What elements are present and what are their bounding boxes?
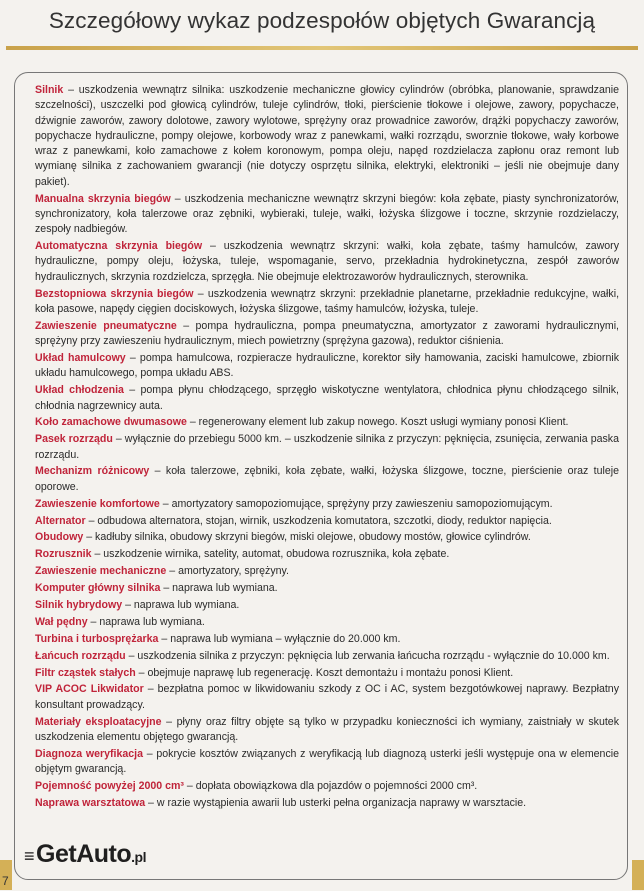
warranty-entry bbox=[35, 715, 619, 746]
entry-description: – bezpłatna pomoc w likwidowaniu szkody z OC i AC, system bezgotówkowej naprawy. Bezpłatny konsultant prowadzący. bbox=[35, 683, 619, 711]
watermark-tld: .pl bbox=[131, 849, 146, 865]
warranty-entry bbox=[35, 649, 619, 664]
warranty-entry bbox=[35, 415, 619, 430]
warranty-entry bbox=[35, 581, 619, 596]
warranty-entry bbox=[35, 598, 619, 613]
warranty-entry bbox=[35, 239, 619, 285]
corner-decoration-right bbox=[632, 860, 644, 890]
entry-term: Rozrusznik bbox=[35, 548, 92, 561]
warranty-entry bbox=[35, 530, 619, 545]
warranty-entry bbox=[35, 464, 619, 495]
entry-description: – naprawa lub wymiana. bbox=[122, 599, 240, 611]
entry-description: – amortyzatory, sprężyny. bbox=[166, 565, 289, 578]
entry-description: – pompa płynu chłodzącego, sprzęgło wiskotyczne wentylatora, chłodnica płynu chłodzącego silnik, chłodnia nagrzewnicy auta. bbox=[35, 384, 619, 412]
warranty-entry bbox=[35, 432, 619, 463]
entry-term: Obudowy bbox=[35, 531, 84, 544]
entry-description: – uszkodzenie wirnika, satelity, automat, obudowa rozrusznika, koła zębate. bbox=[91, 548, 450, 561]
entry-description: – naprawa lub wymiana. bbox=[160, 582, 278, 595]
entry-term: Mechanizm różnicowy bbox=[35, 465, 150, 478]
warranty-entry bbox=[35, 564, 619, 579]
entry-term: Zawieszenie pneumatyczne bbox=[35, 319, 177, 332]
entry-description: – odbudowa alternatora, stojan, wirnik, uszkodzenia komutatora, szczotki, diody, reduktor napięcia. bbox=[85, 514, 552, 527]
entry-description: – uszkodzenia wewnątrz skrzyni: przekładnie planetarne, przekładnie redukcyjne, wałki, koła pasowe, napędy cięgien dociskowych, łożyska ślizgowe, taśmy hamulców, łożyska, tuleje. bbox=[35, 287, 620, 315]
warranty-entry bbox=[35, 547, 619, 562]
entry-description: – uszkodzenia wewnątrz silnika: uszkodzenie mechaniczne głowicy cylindrów (obróbka, planowanie, sprawdzanie szczelności), uszczelki pod głowicą cylindrów, tuleje cylindrów, tłoki, pierścienie tłokowe i olejowe, zawory, popychacze, dźwignie zaworów, zawory dolotowe, zawory wylotowe, sprężyny oraz prowadnice zaworów, drążki popychaczy zaworów, popychacze hydrauliczne, pompy olejowe, korbowody wraz z panewkami, wałki rozrządu, sworznie tłokowe, wały korbowe wraz z panewkami, koło zamachowe z kołem koronowym, pompa oleju, napęd rozdzielacza zapłonu oraz remont lub wymianę silnika z zachowaniem gwarancji (nie dotyczy osprzętu silnika, elektryki, elektroniki – jeśli nie obejmuje dany pakiet). bbox=[35, 84, 619, 188]
warranty-entry bbox=[35, 351, 619, 382]
entry-description: – uszkodzenia mechaniczne wewnątrz skrzyni biegów: koła zębate, piasty synchronizatorów, synchronizatory, koła talerzowe oraz zębniki, wybieraki, tuleje, wałki, łożyska ślizgowe i toczne, skrzynie rozdzielaczy, zespoły nadbiegów. bbox=[35, 192, 619, 236]
warranty-entry bbox=[35, 779, 619, 794]
entry-term: Alternator bbox=[35, 514, 86, 527]
entry-description: – naprawa lub wymiana – wyłącznie do 20.000 km. bbox=[158, 632, 401, 645]
warranty-entry bbox=[35, 383, 619, 414]
watermark-text: GetAuto bbox=[36, 840, 132, 868]
entry-term: Turbina i turbosprężarka bbox=[35, 632, 159, 645]
entry-term: Pasek rozrządu bbox=[35, 433, 113, 446]
entry-description: – dopłata obowiązkowa dla pojazdów o pojemności 2000 cm³. bbox=[183, 780, 478, 793]
warranty-entry bbox=[35, 514, 619, 529]
warranty-components-list bbox=[14, 72, 628, 880]
warranty-entry bbox=[35, 632, 619, 647]
entry-description: – w razie wystąpienia awarii lub usterki pełna organizacja naprawy w warsztacie. bbox=[145, 796, 527, 809]
entry-description: – pompa hydrauliczna, pompa pneumatyczna, amortyzator z zaworami hydraulicznymi, sprężyny przy zawieszeniu hydraulicznym, miech powietrzny (sprężyna gazowa), reduktor ciśnienia. bbox=[35, 319, 620, 348]
entry-description: – naprawa lub wymiana. bbox=[87, 615, 205, 628]
watermark-mark-icon: ≡ bbox=[24, 846, 35, 866]
entry-description: – kadłuby silnika, obudowy skrzyni biegów, miski olejowe, obudowy mostów, głowice cylindrów. bbox=[83, 531, 531, 544]
entry-term: Zawieszenie komfortowe bbox=[35, 497, 160, 510]
entry-description: – obejmuje naprawę lub regenerację. Koszt demontażu i montażu ponosi Klient. bbox=[135, 666, 514, 679]
entry-description: – pokrycie kosztów związanych z weryfikacją lub diagnozą usterki jeśli występuje ona w elemencie objętym gwarancją. bbox=[35, 747, 619, 776]
entry-description: – uszkodzenia silnika z przyczyn: pęknięcia lub zerwania łańcucha rozrządu - wyłącznie do 10.000 km. bbox=[125, 649, 610, 662]
entry-description: – koła talerzowe, zębniki, koła zębate, wałki, łożyska ślizgowe, toczne, pierścienie oraz tuleje oporowe. bbox=[35, 465, 619, 493]
warranty-entry bbox=[35, 666, 619, 681]
warranty-entry bbox=[35, 83, 619, 190]
entry-term: Diagnoza weryfikacja bbox=[35, 747, 143, 760]
warranty-entry bbox=[35, 319, 619, 350]
page-title: Szczegółowy wykaz podzespołów objętych Gwarancją bbox=[48, 8, 596, 33]
warranty-entry bbox=[35, 497, 619, 512]
entry-term: Automatyczna skrzynia biegów bbox=[35, 240, 203, 253]
entry-description: – pompa hamulcowa, rozpieracze hydrauliczne, korektor siły hamowania, zaciski hamulcowe, zbiornik układu hamulcowego, pompa układu ABS. bbox=[35, 352, 619, 380]
entry-description: – płyny oraz filtry objęte są tylko w przypadku konieczności ich wymiany, zaistniały w skutek uszkodzenia elementu objętego gwarancją. bbox=[35, 715, 619, 743]
entry-term: Łańcuch rozrządu bbox=[35, 649, 126, 662]
warranty-entry bbox=[35, 192, 619, 238]
entry-term: Naprawa warsztatowa bbox=[35, 796, 146, 809]
entry-term: Materiały eksploatacyjne bbox=[35, 715, 162, 728]
entry-description: – amortyzatory samopoziomujące, sprężyny przy zawieszeniu samopoziomującym. bbox=[159, 497, 553, 510]
warranty-entry bbox=[35, 682, 619, 713]
entry-term: Bezstopniowa skrzynia biegów bbox=[35, 287, 194, 300]
watermark-logo bbox=[20, 840, 150, 872]
warranty-entry bbox=[35, 287, 619, 318]
entry-description: – regenerowany element lub zakup nowego. Koszt usługi wymiany ponosi Klient. bbox=[186, 416, 569, 429]
entry-term: Silnik bbox=[35, 84, 64, 96]
entry-term: Układ chłodzenia bbox=[35, 384, 124, 397]
entry-term: Manualna skrzynia biegów bbox=[35, 192, 171, 205]
entry-term: Filtr cząstek stałych bbox=[35, 666, 136, 679]
warranty-entry bbox=[35, 747, 619, 778]
entry-term: Komputer główny silnika bbox=[35, 582, 161, 595]
entry-term: Pojemność powyżej 2000 cm³ bbox=[35, 780, 184, 793]
entry-term: Zawieszenie mechaniczne bbox=[35, 565, 167, 578]
entry-term: Układ hamulcowy bbox=[35, 352, 126, 365]
entry-term: VIP ACOC Likwidator bbox=[35, 683, 144, 696]
entry-term: Koło zamachowe dwumasowe bbox=[35, 416, 187, 429]
warranty-entry bbox=[35, 615, 619, 630]
entry-term: Silnik hybrydowy bbox=[35, 599, 123, 611]
entry-description: – wyłącznie do przebiegu 5000 km. – uszkodzenie silnika z przyczyn: pęknięcia, zsunięcia, zerwania paska rozrządu. bbox=[35, 433, 619, 461]
page-number: 7 bbox=[2, 874, 9, 888]
warranty-entry bbox=[35, 796, 619, 811]
entry-description: – uszkodzenia wewnątrz skrzyni: wałki, koła zębate, taśmy hamulców, zawory hydrauliczne, pompy oleju, łożyska, tuleje, wspomaganie, servo, przekładnia hydrokinetyczna, zespół zaworów hydraulicznych, skrzynia rozdzielcza, sprzęgła. Nie obejmuje elektrozaworów hydraulicznych, sterownika. bbox=[35, 240, 619, 283]
title-divider bbox=[6, 46, 638, 50]
entry-term: Wał pędny bbox=[35, 615, 88, 628]
